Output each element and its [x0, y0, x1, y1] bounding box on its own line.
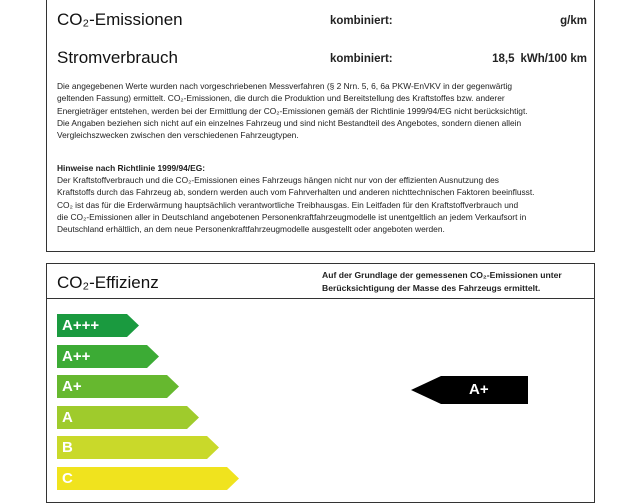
hint-line: CO₂ ist das für die Erderwärmung hauptsächlich verantwortliche Treibhausgas. Ein Leitfaden für den Kraftstoffverbrauch und: [57, 199, 519, 210]
disclaimer-line: geltenden Fassung) ermittelt. CO₂-Emissionen, die durch die Produktion und Bereitstellung des Kraftstoffes bzw. anderer: [57, 93, 505, 104]
efficiency-arrow-shape: [57, 436, 219, 459]
efficiency-bar-a-plus: [57, 375, 179, 398]
power-value: [486, 53, 587, 65]
hint-paragraph: [57, 174, 591, 235]
efficiency-note: [322, 269, 582, 294]
co2-value: [560, 15, 587, 27]
power-consumption-label: Stromverbrauch: [57, 48, 178, 67]
efficiency-class-label: A: [62, 408, 73, 426]
co2-emissions-row: [57, 10, 587, 34]
efficiency-arrow-shape: [57, 467, 239, 490]
efficiency-class-label: A+++: [62, 317, 100, 334]
current-class-pointer: [411, 376, 528, 404]
disclaimer-line: Die angegebenen Werte wurden nach vorgeschriebenen Messverfahren (§ 2 Nrn. 5, 6, 6a PKW-EnVKV in der gegenwärtig: [57, 81, 512, 91]
efficiency-bar-a-plus-plus-plus: [57, 314, 139, 337]
power-unit: kWh/100 km: [520, 53, 587, 65]
efficiency-bar-a-plus-plus: [57, 345, 159, 368]
efficiency-bar-a: [57, 406, 199, 429]
co2-combined-label: kombiniert:: [330, 15, 393, 27]
disclaimer-line: Vergleichszwecken zwischen den verschiedenen Fahrzeugtypen.: [57, 130, 299, 141]
efficiency-note-line: Berücksichtigung der Masse des Fahrzeugs ermittelt.: [322, 282, 541, 293]
efficiency-class-label: B: [62, 439, 73, 456]
hint-line: Der Kraftstoffverbrauch und die CO₂-Emissionen eines Fahrzeugs hängen nicht nur von der effizienten Ausnutzung des: [57, 175, 499, 185]
efficiency-class-label: A++: [62, 347, 91, 365]
current-class-label: A+: [469, 381, 489, 398]
hint-line: Deutschland erhältlich, an dem neue Personenkraftfahrzeugmodelle ausgestellt oder angeboten werden.: [57, 224, 445, 235]
efficiency-title: CO₂-Effizienz: [57, 273, 159, 292]
hint-line: die CO₂-Emissionen aller in Deutschland angebotenen Personenkraftfahrzeugmodelle ist unentgeltlich an jedem Verkaufsort in: [57, 211, 527, 222]
hint-heading: Hinweise nach Richtlinie 1999/94/EG:: [57, 163, 206, 173]
disclaimer-line: Die Angaben beziehen sich nicht auf ein einzelnes Fahrzeug und sind nicht Bestandteil des Angebotes, sondern dienen allein: [57, 117, 522, 128]
efficiency-note-line: Auf der Grundlage der gemessenen CO₂-Emissionen unter: [322, 270, 562, 280]
efficiency-panel: [46, 263, 595, 503]
efficiency-class-label: C: [62, 469, 73, 487]
efficiency-arrow-shape: [57, 406, 199, 429]
disclaimer-paragraph: [57, 80, 591, 141]
power-consumption-row: [57, 48, 587, 72]
co2-unit: g/km: [560, 15, 587, 27]
hint-line: Kraftstoffs durch das Fahrzeug ab, sondern werden auch vom Fahrverhalten und anderen nichttechnischen Faktoren beeinflusst.: [57, 187, 535, 198]
efficiency-bar-c: [57, 467, 239, 490]
power-combined-label: kombiniert:: [330, 53, 393, 65]
efficiency-bar-b: [57, 436, 219, 459]
power-value-number: 18,5: [492, 53, 515, 65]
efficiency-divider: [47, 298, 594, 299]
disclaimer-line: Energieträger entstehen, werden bei der Ermittlung der CO₂-Emissionen gemäß der Richtlinie 1999/94/EG nicht berücksichtigt.: [57, 105, 528, 116]
emissions-panel: [46, 0, 595, 252]
co2-emissions-label: CO₂-Emissionen: [57, 10, 183, 29]
efficiency-class-label: A+: [62, 378, 82, 395]
